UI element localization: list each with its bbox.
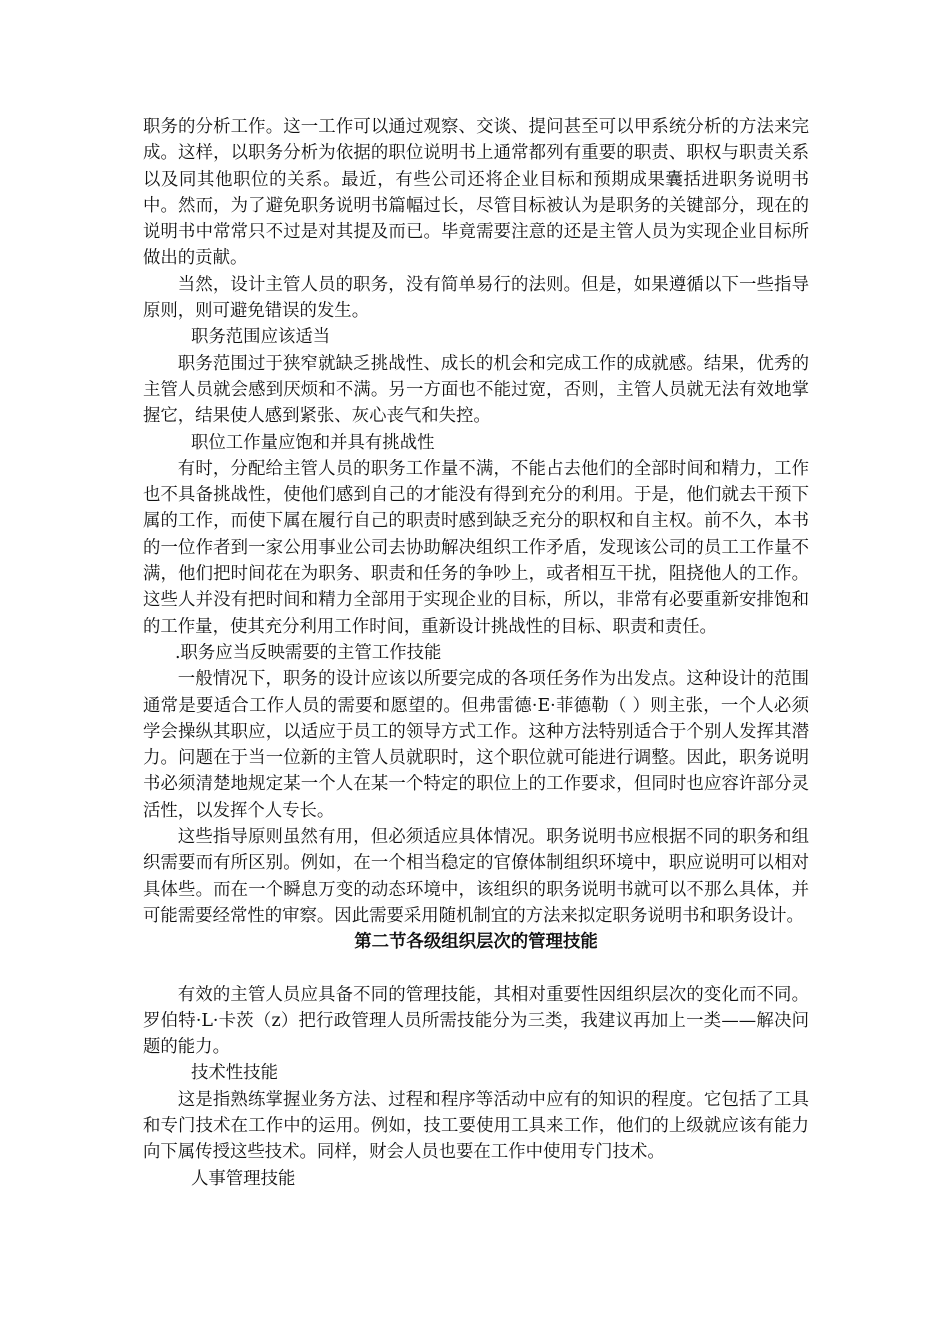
paragraph-technical-skills: 这是指熟练掌握业务方法、过程和程序等活动中应有的知识的程度。它包括了工具和专门技术在工作中的运用。例如，技工要使用工具来工作，他们的上级就应该有能力向下属传授这些技术。同样，财会人员也要在工作中使用专门技术。: [143, 1089, 809, 1163]
section-title: 第二节各级组织层次的管理技能: [354, 932, 598, 953]
paragraph-job-analysis: 职务的分析工作。这一工作可以通过观察、交谈、提问甚至可以甲系统分析的方法来完成。这样，以职务分析为依据的职位说明书上通常都列有重要的职责、职权与职责关系以及同其他职位的关系。最近，有些公司还将企业目标和预期成果囊括进职务说明书中。然而，为了避免职务说明书篇幅过长，尽管目标被认为是职务的关键部分，现在的说明书中常常只不过是对其提及而已。毕竟需要注意的还是主管人员为实现企业目标所做出的贡献。: [143, 117, 809, 269]
paragraph-workload: 有时，分配给主管人员的职务工作量不满，不能占去他们的全部时间和精力，工作也不具备挑战性，使他们感到自己的才能没有得到充分的利用。于是，他们就去干预下属的工作，而使下属在履行自己的职责时感到缺乏充分的职权和自主权。前不久，本书的一位作者到一家公用事业公司去协助解决组织工作矛盾，发现该公司的员工工作量不满，他们把时间花在为职务、职责和任务的争吵上，或者相互干扰，阻挠他人的工作。这些人并没有把时间和精力全部用于实现企业的目标，所以，非常有必要重新安排饱和的工作量，使其充分利用工作时间，重新设计挑战性的目标、职责和责任。: [143, 458, 809, 637]
subheading-job-scope: 职务范围应该适当: [191, 327, 331, 348]
subheading-personnel-skills: 人事管理技能: [191, 1168, 296, 1189]
paragraph-skills: 一般情况下，职务的设计应该以所要完成的各项任务作为出发点。这种设计的范围通常是要适合工作人员的需要和愿望的。但弗雷德·E·菲德勒（ ）则主张，一个人必须学会操纵其职应，以适应于员工的领导方式工作。这种方法特别适合于个别人发挥其潜力。问题在于当一位新的主管人员就职时，这个职位就可能进行调整。因此，职务说明书必须清楚地规定某一个人在某一个特定的职位上的工作要求，但同时也应容许部分灵活性，以发挥个人专长。: [143, 669, 809, 821]
subheading-workload: 职位工作量应饱和并具有挑战性: [191, 432, 435, 453]
paragraph-guidelines: 这些指导原则虽然有用，但必须适应具体情况。职务说明书应根据不同的职务和组织需要而有所区别。例如，在一个相当稳定的官僚体制组织环境中，职应说明可以相对具体些。而在一个瞬息万变的动态环境中，该组织的职务说明书就可以不那么具体，并可能需要经常性的审察。因此需要采用随机制宜的方法来拟定职务说明书和职务设计。: [143, 827, 809, 926]
paragraph-design-principles: 当然，设计主管人员的职务，没有简单易行的法则。但是，如果遵循以下一些指导原则，则可避免错误的发生。: [143, 274, 809, 322]
paragraph-job-scope: 职务范围过于狭窄就缺乏挑战性、成长的机会和完成工作的成就感。结果，优秀的主管人员就会感到厌烦和不满。另一方面也不能过宽，否则，主管人员就无法有效地掌握它，结果使人感到紧张、灰心丧气和失控。: [143, 353, 809, 427]
paragraph-management-skills: 有效的主管人员应具备不同的管理技能，其相对重要性因组织层次的变化而不同。罗伯特·L·卡茨（z）把行政管理人员所需技能分为三类，我建议再加上一类——解决问题的能力。: [143, 984, 809, 1058]
subheading-skills: .职务应当反映需要的主管工作技能: [175, 642, 442, 663]
subheading-technical-skills: 技术性技能: [191, 1063, 278, 1084]
document-page: [143, 114, 809, 1192]
